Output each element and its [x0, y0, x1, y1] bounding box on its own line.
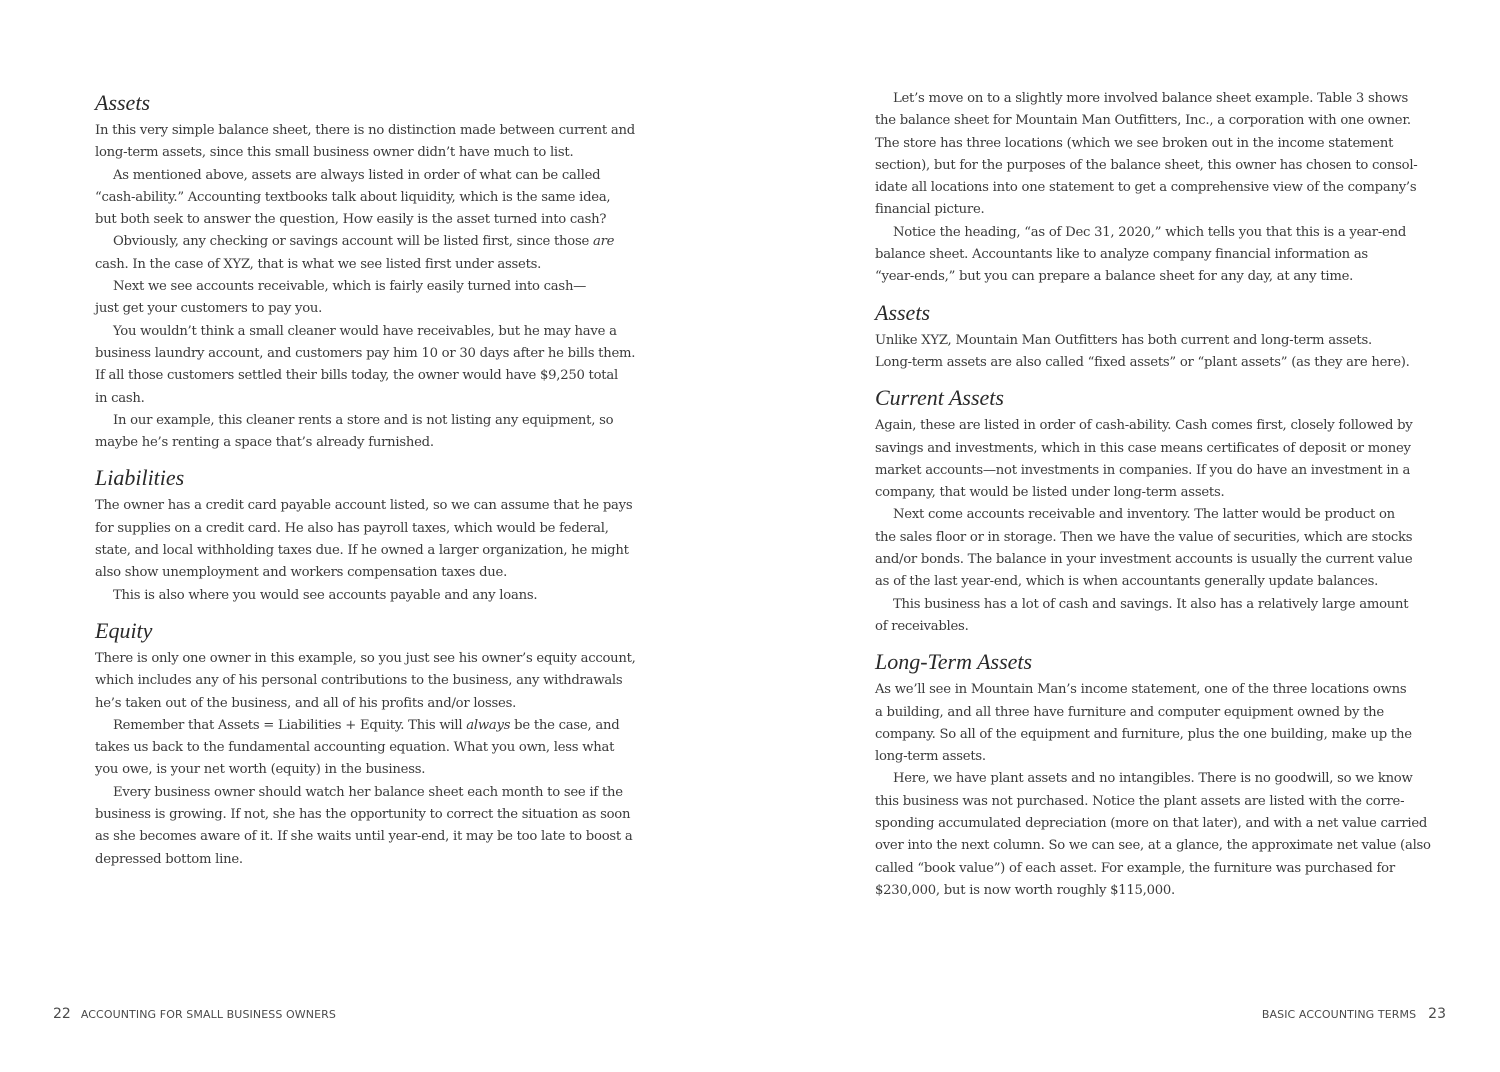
- text-line: Notice the heading, “as of Dec 31, 2020,” which tells you that this is a year-end: [893, 224, 1407, 240]
- text-line: sponding accumulated depreciation (more on that later), and with a net value carried: [875, 816, 1428, 832]
- text-line: $230,000, but is now worth roughly $115,000.: [875, 882, 1175, 898]
- section-heading-equity: Equity: [95, 617, 153, 643]
- text-line: the sales floor or in storage. Then we have the value of securities, which are stocks: [875, 529, 1413, 545]
- paragraph: [875, 504, 1435, 593]
- text-line: Unlike XYZ, Mountain Man Outfitters has both current and long-term assets.: [875, 332, 1372, 348]
- paragraph: [875, 330, 1435, 375]
- text-line: Next come accounts receivable and inventory. The latter would be product on: [893, 507, 1395, 523]
- text-line: the balance sheet for Mountain Man Outfitters, Inc., a corporation with one owner.: [875, 113, 1411, 129]
- text-line: Again, these are listed in order of cash-ability. Cash comes first, closely followed by: [875, 418, 1413, 434]
- text-line: market accounts—not investments in companies. If you do have an investment in a: [875, 462, 1411, 478]
- running-head: ACCOUNTING FOR SMALL BUSINESS OWNERS: [80, 1008, 336, 1021]
- text-line: There is only one owner in this example, so you just see his owner’s equity account,: [95, 650, 636, 666]
- text-line: As mentioned above, assets are always listed in order of what can be called: [113, 167, 601, 183]
- text-line: The store has three locations (which we see broken out in the income statement: [875, 135, 1394, 151]
- text-line: Here, we have plant assets and no intangibles. There is no goodwill, so we know: [893, 771, 1413, 787]
- section-heading-assets: Assets: [875, 299, 930, 325]
- emphasis-text: always: [466, 717, 511, 733]
- text-line: business is growing. If not, she has the opportunity to correct the situation as soon: [95, 807, 631, 823]
- text-line: The owner has a credit card payable account listed, so we can assume that he pays: [95, 498, 633, 514]
- paragraph: [95, 276, 655, 321]
- right-page-footer: [1262, 1003, 1446, 1022]
- text-line: just get your customers to pay you.: [95, 301, 323, 317]
- text-line: This is also where you would see accounts payable and any loans.: [113, 587, 538, 603]
- text-line: for supplies on a credit card. He also has payroll taxes, which would be federal,: [95, 520, 609, 536]
- running-head: BASIC ACCOUNTING TERMS: [1261, 1008, 1417, 1021]
- page-number: 22: [53, 1006, 71, 1022]
- page-number: 23: [1428, 1006, 1446, 1022]
- text-line: also show unemployment and workers compensation taxes due.: [95, 565, 508, 581]
- text-line: You wouldn’t think a small cleaner would have receivables, but he may have a: [113, 323, 617, 339]
- text-line: takes us back to the fundamental accounting equation. What you own, less what: [95, 740, 615, 756]
- text-line: as of the last year-end, which is when accountants generally update balances.: [875, 574, 1379, 590]
- paragraph: [95, 715, 655, 782]
- paragraph: [875, 768, 1435, 902]
- text-run: be the case, and: [510, 717, 620, 733]
- text-run: Obviously, any checking or savings account will be listed first, since those: [113, 234, 593, 250]
- text-line: financial picture.: [875, 202, 985, 218]
- text-line: this business was not purchased. Notice the plant assets are listed with the corre-: [875, 793, 1405, 809]
- paragraph: [875, 594, 1435, 639]
- text-line: [95, 231, 655, 253]
- text-line: as she becomes aware of it. If she waits until year-end, it may be too late to boost a: [95, 829, 633, 845]
- text-line: If all those customers settled their bills today, the owner would have $9,250 total: [95, 368, 618, 384]
- text-line: balance sheet. Accountants like to analyze company financial information as: [875, 247, 1368, 263]
- paragraph: [875, 679, 1435, 768]
- text-line: company, that would be listed under long-term assets.: [875, 485, 1225, 501]
- text-line: [95, 715, 655, 737]
- text-line: Every business owner should watch her balance sheet each month to see if the: [113, 784, 623, 800]
- section-heading-current-assets: Current Assets: [875, 385, 1004, 411]
- paragraph: [875, 222, 1435, 289]
- text-line: long-term assets.: [875, 749, 986, 765]
- text-line: cash. In the case of XYZ, that is what we see listed first under assets.: [95, 256, 542, 272]
- text-line: he’s taken out of the business, and all of his profits and/or losses.: [95, 695, 517, 711]
- text-line: state, and local withholding taxes due. If he owned a larger organization, he might: [95, 543, 629, 559]
- text-line: but both seek to answer the question, How easily is the asset turned into cash?: [95, 212, 607, 228]
- text-line: you owe, is your net worth (equity) in the business.: [95, 762, 426, 778]
- text-line: Let’s move on to a slightly more involved balance sheet example. Table 3 shows: [893, 91, 1408, 106]
- text-line: savings and investments, which in this case means certificates of deposit or money: [875, 440, 1411, 456]
- text-line: “year-ends,” but you can prepare a balance sheet for any day, at any time.: [875, 269, 1354, 285]
- paragraph: [95, 165, 655, 232]
- paragraph: [95, 782, 655, 871]
- paragraph: [95, 648, 655, 715]
- section-heading-assets: Assets: [95, 90, 150, 115]
- text-line: maybe he’s renting a space that’s already furnished.: [95, 435, 434, 451]
- text-line: and/or bonds. The balance in your investment accounts is usually the current value: [875, 552, 1413, 568]
- text-line: called “book value”) of each asset. For example, the furniture was purchased for: [875, 860, 1395, 876]
- paragraph: [95, 120, 655, 165]
- right-page: [750, 0, 1500, 1072]
- section-heading-long-term-assets: Long-Term Assets: [875, 649, 1033, 675]
- text-line: This business has a lot of cash and savings. It also has a relatively large amount: [893, 596, 1409, 612]
- text-line: As we’ll see in Mountain Man’s income statement, one of the three locations owns: [875, 682, 1407, 698]
- text-line: “cash-ability.” Accounting textbooks talk about liquidity, which is the same idea,: [95, 189, 611, 205]
- text-line: in cash.: [95, 390, 145, 406]
- text-line: company. So all of the equipment and furniture, plus the one building, make up the: [875, 726, 1412, 742]
- right-text-column: [875, 88, 1435, 902]
- paragraph: [875, 415, 1435, 504]
- text-line: long-term assets, since this small business owner didn’t have much to list.: [95, 145, 574, 161]
- left-page-footer: [53, 1003, 336, 1022]
- text-line: Next we see accounts receivable, which is fairly easily turned into cash—: [113, 279, 587, 295]
- paragraph: [95, 321, 655, 410]
- text-line: a building, and all three have furniture and computer equipment owned by the: [875, 704, 1384, 720]
- paragraph: [875, 88, 1435, 222]
- text-line: which includes any of his personal contributions to the business, any withdrawals: [95, 673, 623, 689]
- text-run: Remember that Assets = Liabilities + Equity. This will: [113, 717, 467, 733]
- text-line: business laundry account, and customers pay him 10 or 30 days after he bills them.: [95, 345, 636, 361]
- paragraph: [95, 495, 655, 584]
- text-line: depressed bottom line.: [95, 851, 243, 867]
- text-line: of receivables.: [875, 618, 969, 634]
- section-heading-liabilities: Liabilities: [95, 465, 185, 491]
- text-line: In this very simple balance sheet, there is no distinction made between current and: [95, 123, 635, 138]
- text-line: In our example, this cleaner rents a store and is not listing any equipment, so: [113, 412, 614, 428]
- text-line: idate all locations into one statement to get a comprehensive view of the company’s: [875, 180, 1417, 196]
- emphasis-text: are: [592, 234, 615, 250]
- paragraph: [95, 585, 655, 607]
- text-line: over into the next column. So we can see, at a glance, the approximate net value (also: [875, 838, 1431, 854]
- left-text-column: [95, 88, 655, 871]
- paragraph: [95, 410, 655, 455]
- paragraph: [95, 231, 655, 276]
- text-line: section), but for the purposes of the balance sheet, this owner has chosen to consol-: [875, 157, 1418, 173]
- text-line: Long-term assets are also called “fixed assets” or “plant assets” (as they are here).: [875, 354, 1410, 370]
